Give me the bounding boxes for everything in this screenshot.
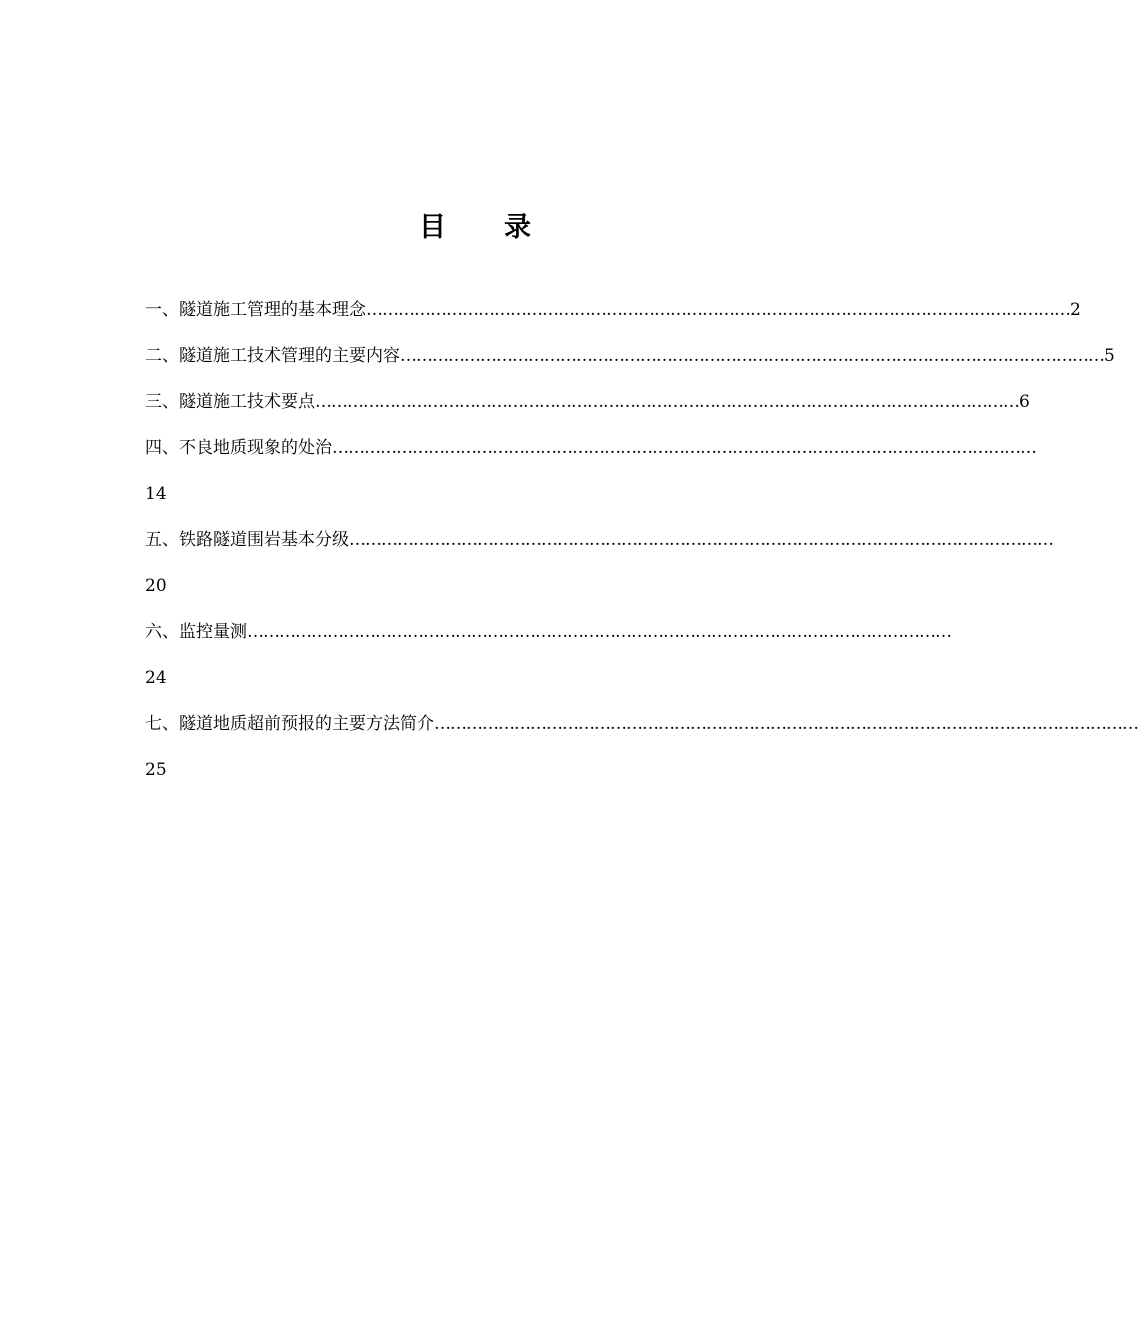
dot-leader: …………………………………………………………………………………………………………………… [349,530,1053,550]
dot-leader: …………………………………………………………………………………………………………………… [315,392,1019,412]
toc-entry-label: 一、隧道施工管理的基本理念 [145,300,366,320]
toc-entry-6-page: 24 [145,668,167,688]
toc-entry-label: 四、不良地质现象的处治 [145,438,332,458]
dot-leader: …………………………………………………………………………………………………………………… [400,346,1104,366]
toc-entry-7[interactable] [145,709,1138,755]
toc-entry-page: 6 [1019,392,1030,412]
dot-leader: …………………………………………………………………………………………………………………… [366,300,1070,320]
dot-leader: …………………………………………………………………………………………………………………… [434,714,1138,734]
toc-entry-label: 六、监控量测 [145,622,247,642]
toc-title-char-2: 录 [504,212,531,243]
toc-entry-label: 七、隧道地质超前预报的主要方法简介 [145,714,434,734]
toc-entry-label: 三、隧道施工技术要点 [145,392,315,412]
toc-entry-4[interactable] [145,433,1036,479]
toc-entry-3[interactable] [145,387,1030,433]
toc-entry-label: 五、铁路隧道围岩基本分级 [145,530,349,550]
toc-entry-7-page: 25 [145,760,167,780]
toc-entry-page: 5 [1104,346,1115,366]
dot-leader: …………………………………………………………………………………………………………………… [247,622,951,642]
toc-entry-page: 2 [1070,300,1081,320]
table-of-contents [145,295,1138,801]
dot-leader: …………………………………………………………………………………………………………………… [332,438,1036,458]
toc-entry-4-page: 14 [145,484,167,504]
toc-entry-5[interactable] [145,525,1053,571]
toc-entry-1[interactable] [145,295,1081,341]
toc-entry-2[interactable] [145,341,1115,387]
toc-entry-5-page: 20 [145,576,167,596]
toc-title [0,205,950,244]
toc-title-char-1: 目 [419,212,446,243]
toc-entry-6[interactable] [145,617,951,663]
toc-entry-label: 二、隧道施工技术管理的主要内容 [145,346,400,366]
